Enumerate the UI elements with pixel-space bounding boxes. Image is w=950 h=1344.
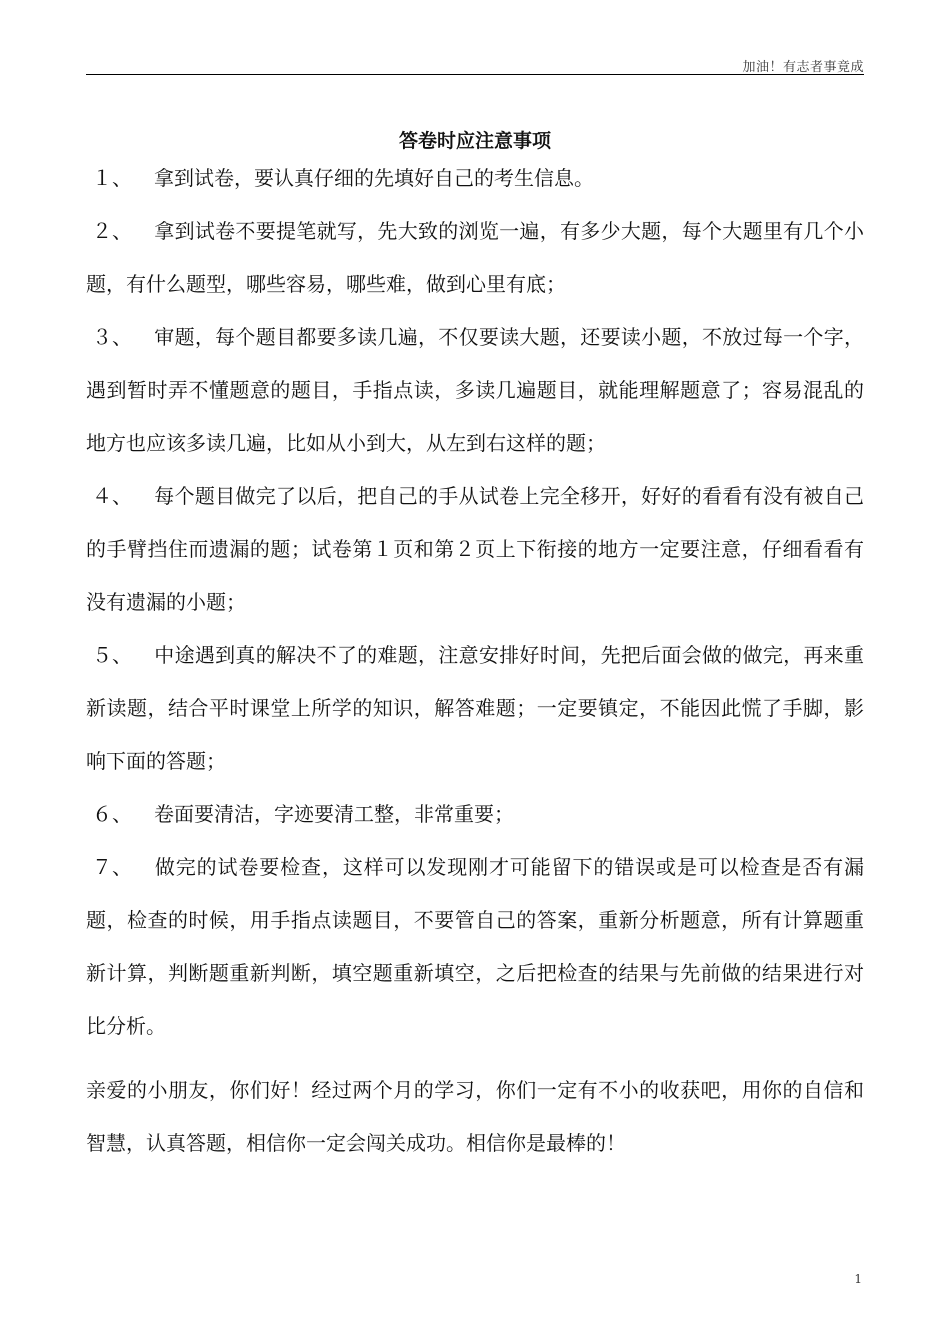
item-number: ３、 [92,325,132,349]
item-text: 每个题目做完了以后，把自己的手从试卷上完全移开，好好的看看有没有被自己的手臂挡住而遗漏的题；试卷第１页和第２页上下衔接的地方一定要注意，仔细看看有没有遗漏的小题； [86,484,864,614]
item-number: ４、 [92,484,132,508]
item-text: 拿到试卷不要提笔就写，先大致的浏览一遍，有多少大题，每个大题里有几个小题，有什么题型，哪些容易，哪些难，做到心里有底； [86,219,864,296]
instruction-item-4 [86,470,864,629]
instruction-item-3 [86,311,864,470]
instruction-item-1 [86,152,864,205]
item-text: 卷面要清洁，字迹要清工整，非常重要； [154,802,514,826]
instruction-list [86,152,864,1053]
item-text: 做完的试卷要检查，这样可以发现刚才可能留下的错误或是可以检查是否有漏题，检查的时候，用手指点读题目，不要管自己的答案，重新分析题意，所有计算题重新计算，判断题重新判断，填空题重新填空，之后把检查的结果与先前做的结果进行对比分析。 [86,855,864,1038]
instruction-item-5 [86,629,864,788]
closing-message: 亲爱的小朋友，你们好！经过两个月的学习，你们一定有不小的收获吧，用你的自信和智慧，认真答题，相信你一定会闯关成功。相信你是最棒的！ [86,1078,864,1155]
document-title: 答卷时应注意事项 [398,130,551,152]
item-text: 拿到试卷，要认真仔细的先填好自己的考生信息。 [154,166,594,190]
instruction-item-2 [86,205,864,311]
item-text: 中途遇到真的解决不了的难题，注意安排好时间，先把后面会做的做完，再来重新读题，结合平时课堂上所学的知识，解答难题；一定要镇定，不能因此慌了手脚，影响下面的答题； [86,643,864,773]
header-motto: 加油！有志者事竟成 [742,60,864,75]
item-number: １、 [92,166,132,190]
item-number: ２、 [92,219,132,243]
header-divider [86,74,864,75]
item-number: ５、 [92,643,132,667]
item-text: 审题，每个题目都要多读几遍，不仅要读大题，还要读小题，不放过每一个字，遇到暂时弄不懂题意的题目，手指点读，多读几遍题目，就能理解题意了；容易混乱的地方也应该多读几遍，比如从小到大，从左到右这样的题； [86,325,864,455]
item-number: ７、 [92,855,132,879]
item-number: ６、 [92,802,132,826]
instruction-item-6 [86,788,864,841]
instruction-item-7 [86,841,864,1053]
page-number: 1 [854,1272,862,1286]
